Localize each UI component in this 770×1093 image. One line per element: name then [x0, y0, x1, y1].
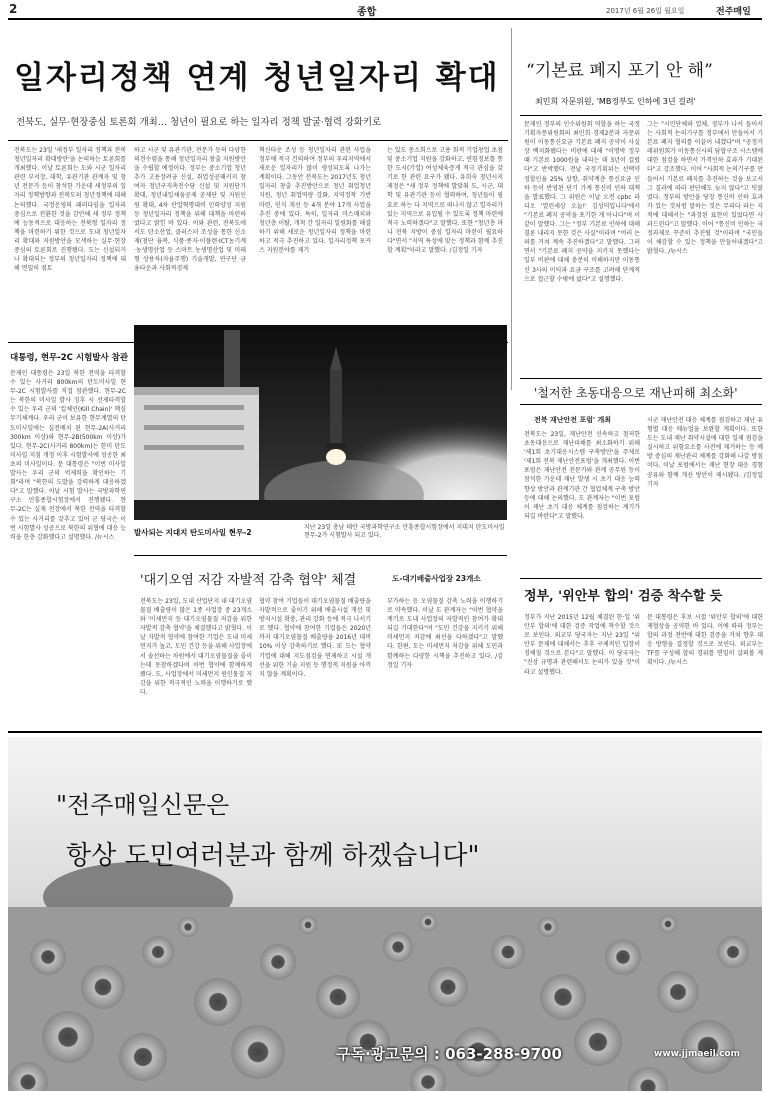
interview-headline: “기본료 폐지 포기 안 해” — [526, 61, 713, 81]
comfort-col-2: 문 대통령은 후보 시절 '위안부 합의'에 대한 재협상을 공약한 바 있다. 이에 따라 정부는 합의 과정 전반에 대한 검증을 거쳐 향후 대응 방향을 결정할 것으로 보인다. 외교부는 TF를 구성해 합의 경위를 면밀히 살펴볼 계획이다. /뉴시스 — [647, 614, 763, 667]
ad-slogan-line-1: "전주매일신문은 — [56, 791, 230, 819]
interview-bottom-rule — [520, 378, 762, 379]
air-col-3: 부가하는 등 오염물질 감축 노력을 이행하기로 약속했다. 이날 도 관계자는 "이번 협약을 계기로 도내 사업장의 자발적인 참여가 확대되길 기대한다"며 "도민 건강을 지키기 위해 미세먼지 저감에 최선을 다하겠다"고 말했다. 한편, 도는 미세먼지 저감을 위해 도민과 함께하는 다양한 시책을 추진하고 있다. /김정일 기자 — [387, 598, 503, 669]
interview-col-2: 그는 "시민단체와 업체, 정부가 나서 들어서는 사회적 논의기구를 정부에서 만들어서 기본료 폐지 협의를 이끌어 내겠다"며 "공정거래위원회가 이동통신사의 담합구조 시스템에 대한 점검을 하면서 가격인하 효과가 기대된다"고 강조했다. 이어 "사회적 논의기구를 만들어서 기본료 폐지를 추진하는 것을 보고서 그 결과에 따라 판단해도 늦지 않다"고 덧붙였다. 정부의 방안을 당장 통신비 인하 효과가 있는 것처럼 말하는 것은 무리다 라는 지적에 대해서는 "과장된 표현이 있었다면 사과드린다"고 말했다. 이어 "통신비 인하는 국정과제로 꾸준히 추진될 것"이라며 "국민들이 체감할 수 있는 정책을 만들어내겠다"고 밝혔다. /뉴시스 — [647, 121, 763, 256]
page-number: 2 — [9, 2, 18, 16]
missile-photo-desc: 지난 23일 충남 태안 국방과학연구소 안흥종합시험장에서 지대지 탄도미사일 현무-2가 시험발사 되고 있다. — [304, 524, 505, 539]
air-headline: '대기오염 저감 자발적 감축 협약' 체결 — [140, 573, 357, 588]
paper-name: 전주매일 — [716, 7, 751, 17]
ad-top-rule — [8, 731, 762, 733]
disaster-rule — [520, 404, 762, 405]
disaster-subhead: 전북 재난안전 포럼' 개최 — [534, 416, 612, 424]
missile-sidehead: 대통령, 현무-2C 시험발사 참관 — [10, 353, 129, 363]
interview-col-1: 문재인 정부의 인수위원회 역할을 하는 국정기획자문위원회의 최민희 경제2분과 자문위원이 이동통신요금 기본료 폐지 공약이 사실상 백지화됐다는 비판에 대해 "이명박 정부 때 기본료 1000원을 내리는 데 3년이 걸렸다"고 반박했다. 전날 국정기획위는 선택약정할인율 25% 상향, 취약계층 통신요금 인하 등이 반영된 단기 가계 통신비 인하 대책을 발표했다. 그 위원은 이날 오전 cpbc 라디오 '열린세상 오늘!' 김성덕입니다'에서 "기본료 폐지 공약을 포기한 게 아니다"며 이같이 말했다. 그는 "정부 기본료 인하에 대해 결론 내리지 못한 것은 사실"이라며 "여러 논의를 거쳐 계속 추진하겠다"고 말했다. 그러면서 "기본료 폐지 공약을 지키지 못했다는 일부 비판에 대해 충분히 이해하지만 이동통신 3사의 이익과 요금 구조를 고려해 단계적으로 접근할 수밖에 없다"고 설명했다. — [524, 121, 640, 283]
main-col-4: 는 있도 중소회으로 고용 회적 기업창업 초점 및 중소기업 지원을 강화하고, 연령정보를 통한 도시(기업) 여성체육증게 적극 관심을 갖기로 한 관련 요구가 됐다. 유희숙 청년시지재정은 "새 정부 정책에 발맞춰 도, 시군, 대학 및 유관기관 등이 협력하여, 청년들이 필요로 하는 다 지역으로 떠나지 않고 일자리가 있는 지역으로 유입될 수 있도록 정책 마련에 적극 노력하겠다"고 말했다. 또한 "청년층 마니 전북 지방이 중심 일자리 마련이 필요하다"면서 "지역 특성에 맞는 정책과 함께 추진할 계획"이라고 말했다. /김정일 기자 — [387, 147, 503, 255]
ad-slogan-line-2: 항상 도민여러분과 함께 하겠습니다" — [66, 841, 480, 871]
main-col-3: 혁신타운 조성 등 청년일자리 관련 사업을 정부에 적극 건의하여 정부의 우리지역에서 새로운 일자리가 많이 생성되도록 나가는 계획이다. 그동안 전북도는 2017년도 청년일자리 창출 추진방안으로 청년 취업청년 지원, 청년 취업역량 강화, 지역정착 기반 마련, 인식 개선 등 4개 분야 17개 사업을 추진 중에 있다. 특히, 일자리 미스매치와 청년층 이탈, 개척 간 일자리 일원화를 해결하기 위해 새로운 청년일자리 정책을 마련하고 적극 추진하고 있다. 일자리정책 포커스 지원분야를 제기 — [259, 147, 371, 255]
column-divider — [511, 28, 512, 390]
air-col-1: 전북도는 23일, 도내 산업단지 내 대기오염물질 배출량이 많은 1종 사업장 중 23개소와 '미세먼지 등 대기오염물질 저감을 위한 자발적 감축 협약'을 체결했다고 밝혔다. 이날 자발적 협약에 참여한 기업은 도내 미세먼지가 높고, 도민 건강 등을 위해 사업장에서 솔선하는 차원에서 대기오염물질을 줄이는데 동참하겠다며 이번 협약에 함께하게 됐다. 도, 사업장에서 미세먼지 원인물질 저감을 위한 적극적인 노력을 이행하기로 했다. — [140, 598, 252, 696]
issue-date: 2017년 6월 26일 월요일 — [606, 7, 685, 15]
interview-byline: 최민희 자문위원, 'MB정부도 인하에 3년 걸려' — [535, 97, 696, 106]
missile-photo-caption: 발사되는 지대지 탄도미사일 현무-2 — [134, 528, 252, 537]
ad-website[interactable]: www.jjmaeil.com — [654, 1049, 740, 1059]
main-subheadline: 전북도, 실무·현장중심 토론회 개최… 청년이 필요로 하는 일자리 정책 발굴·협력 강화키로 — [16, 117, 382, 128]
disaster-col-1: 전북도는 23일, 재난안전 신속하고 철저한 초동대응으로 재난피해를 최소화하기 위해 '제1회 초기대응시스템 구축방안'을 주제로 '제1회 전북 재난안전포럼'을 개최했다. 이번 포럼은 재난안전 전문가와 관계 공무원 등이 참석한 가운데 재난 발생 시 초기 대응 능력 향상 방안과 관계기관 간 협업체계 구축 방안 등에 대해 논의했다. 도 관계자는 "이번 포럼이 재난 초기 대응 체계를 점검하는 계기가 되길 바란다"고 말했다. — [524, 431, 640, 520]
ad-contact: 구독·광고문의 : 063-288-9700 — [336, 1045, 562, 1063]
comfort-headline: 정부, '위안부 합의' 검증 착수할 듯 — [524, 589, 723, 604]
disaster-headline: '철저한 초동대응으로 재난피해 최소화' — [534, 386, 738, 400]
air-subhead: 도-대기배출사업장 23개소 — [392, 574, 481, 583]
comfort-top-rule — [520, 578, 762, 579]
ad-banner — [8, 737, 762, 1091]
main-col-1: 전북도는 23일 '새정부 일자리 정책과 전북 청년일자리 확대방안'을 논의하는 토론회를 개최했다. 이날 토론회는 도와 시군 일자리관련 부서장, 대학, 유관기관 관계자 및 청년 전문가 등이 참석한 가운데 새정부의 일자리 정책방향과 전북도의 청년정책에 대해 논의했다. 국정운영의 패러다임을 일자리 중심으로 전환한 것을 감안해 새 정부 정책에 능동적으로 대응하는 전북형 일자리 정책을 마련하기 위한 것으로 도내 청년일자리 확대와 지원방안을 모색하는 실무·현장중심의 토론회로 진행됐다. 도는 신설되거나 확대되는 정부의 청년일자리 정책에 대해 면밀히 점토 — [14, 147, 126, 273]
header-rule — [8, 18, 762, 20]
disaster-col-2: 시군 재난안전 대응 체계를 점검하고 재난 유형별 대응 매뉴얼을 보완할 계획이다. 또한 도는 도내 재난 취약시설에 대한 일제 점검을 실시하고 위험요소를 사전에 제거하는 등 예방 중심의 재난관리 체계를 강화해 나갈 방침이다. 이날 포럼에서는 재난 현장 대응 경험 공유와 함께 개선 방안이 제시됐다. /김정일 기자 — [647, 417, 763, 488]
main-sub-rule — [8, 140, 508, 141]
comfort-col-1: 정부가 지난 2015년 12월 체결된 한·일 '위안부 합의'에 대한 검증 작업에 착수할 것으로 보인다. 외교부 당국자는 지난 23일 "위안부 문제에 대해서는 추후 구체적인 입장이 정해질 것으로 본다"고 말했다. 이 당국자는 "진상 규명과 관련해서도 논의가 있을 것"이라고 설명했다. — [524, 614, 640, 676]
missile-launch-image — [134, 325, 507, 520]
air-col-2: 협약 참여 기업들이 대기오염물질 배출량을 자발적으로 줄이기 위해 배출시설 개선 및 방지시설 확충, 관리 강화 등에 적극 나서기로 했다. 협약에 참여한 기업들은 2020년까지 대기오염물질 배출량을 2016년 대비 10% 이상 감축하기로 했다. 또 도는 협약 기업에 대해 지도점검을 면제하고 시설 개선을 위한 기술 지원 등 행정적 지원을 아끼지 않을 계획이다. — [259, 598, 371, 678]
air-top-rule — [134, 555, 507, 556]
missile-launch-photo — [134, 325, 507, 520]
main-headline: 일자리정책 연계 청년일자리 확대 — [14, 60, 500, 96]
interview-rule — [520, 115, 762, 116]
missile-side-text: 문재인 대통령은 23일 북한 전역을 타격할 수 있는 사거리 800km의 탄도미사일 현무-2C 시험발사를 직접 참관했다. 현무-2C는 북한의 미사일 발사 징후 시 선제타격할 수 있는 우리 군의 '킬체인(Kill Chain)' 핵심무기체계다. 우리 군이 보유한 현무계열의 탄도미사일에는 실전배치 된 현무-2A(사거리 300km 이상)와 현무-2B(500km 이상)가 있다. 현무-2C(사거리 800km)는 한미 탄도미사일 지침 개정 이후 시험발사에 성공한 최초의 미사일이다. 문 대통령은 "이번 미사일 발사는 우리 군의 억제력을 확인하는 기회"라며 "북한의 도발을 강력하게 대응하겠다"고 말했다. 이날 시험 발사는 국방과학연구소 안흥종합시험장에서 진행됐다. 현무-2C는 실제 전장에서 북한 전역을 타격할 수 있는 사거리를 갖추고 있어 군 당국은 이번 시험발사 성공으로 북한의 위협에 대응 능력을 한층 강화했다고 설명했다. /뉴시스 — [10, 370, 126, 541]
section-label: 종합 — [357, 7, 377, 18]
main-col-2: 하고 시군 및 유관기관, 전문가 등의 다양한 의견수렴을 통해 청년일자리 창출 지원방안을 수립할 예정이다. 정부는 중소기업 청년 추가 고용장려금 신설, 취업성공패키지 참여자 청년구직촉진수당 신설 및 지원단가 확대, 청년내일채움공제 공제단 및 지원인원 확대, 4차 산업혁명대비 인력양성 지원 등 청년일자리 정책을 위해 대책을 마련하였다고 밝힌 바 있다. 이와 관련, 전북도에서도 탄소산업, 클러스터 조성을 통한 신소재(첨단 융복, 식품·종자·이플랜·ICT농기계·농생명산업 등 스마트 농생명산업 및 미래형 상용차(자율주행) 기술개발, 연구단 금융타운과 사회적경제 — [134, 147, 246, 273]
